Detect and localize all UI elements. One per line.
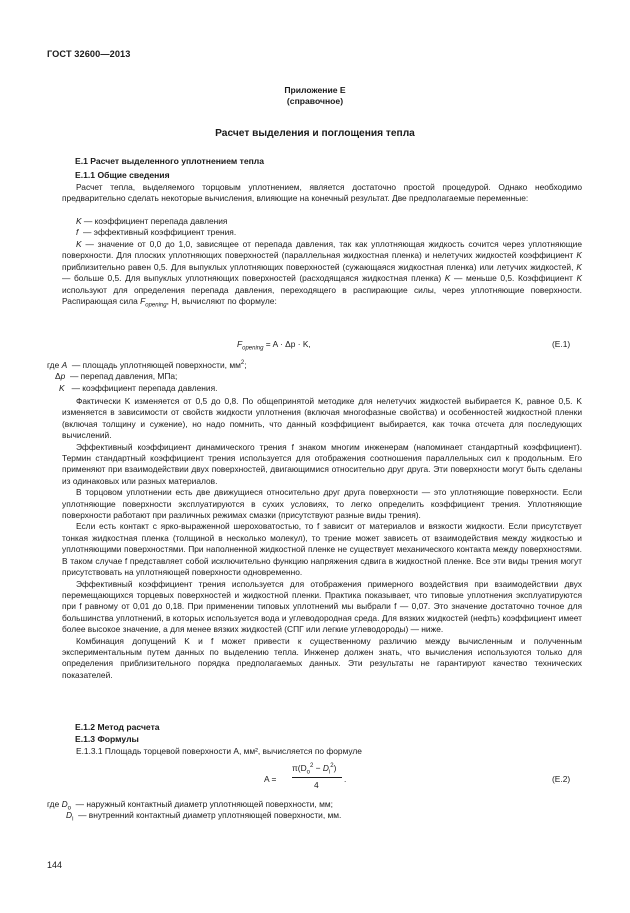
where-di-text: — внутренний контактный диаметр уплотняющей поверхности, мм. <box>78 810 342 821</box>
standard-header: ГОСТ 32600—2013 <box>47 49 131 59</box>
k-def-part4: — меньше 0,5. Коэффициент <box>453 273 573 284</box>
paragraph-friction-coefficient: Эффективный коэффициент динамического трения f знаком многим инженерам (напоминает стандартный коэффициент). Термин стандартный коэффициент трения используется для отображения соотношения параллельных сил к продольным. Его применяют при взаимодействии двух поверхностей, двигающимися относительно друг друга. Эти поверхности могут быть сделаны из одинаковых или разных материалов. <box>62 441 582 486</box>
formula-e2 <box>262 763 382 795</box>
equation-number-e1: (Е.1) <box>552 339 571 349</box>
page-title: Расчет выделения и поглощения тепла <box>215 128 415 139</box>
where-di: $D_i$ — внутренний контактный диаметр уплотняющей поверхности, мм. <box>66 810 342 824</box>
where-dp-text: — перепад давления, МПа; <box>69 371 178 382</box>
where-a-text: — площадь уплотняющей поверхности, мм <box>71 360 241 370</box>
equation-number-e2: (Е.2) <box>552 774 571 784</box>
k-def-part5: используют для определения перепада давления, переходящего в распирающие силы, через уплотняющие поверхности. Распирающая сила <box>62 284 582 307</box>
var-f: f — эффективный коэффициент трения. <box>76 227 237 238</box>
k-def-part1: — значение от 0,0 до 1,0, зависящее от перепада давления, так как уплотняющая жидкость сочится через уплотняющие поверхности. Для плоских уплотняющих поверхностей (параллельная жидкостная пленка) и нелетучих жидкостей коэффициент <box>62 239 582 261</box>
formula-e1 <box>237 339 311 350</box>
formula-e2-end: . <box>344 774 347 784</box>
annex-kind: (справочное) <box>286 96 344 106</box>
var-k: K — коэффициент перепада давления <box>76 216 228 226</box>
where-do-text: — наружный контактный диаметр уплотняющей поверхности, мм; <box>75 799 333 809</box>
k-def-part3: — больше 0,5. Для выпуклых уплотняющих поверхностей (расходящаяся жидкостная пленка) <box>62 273 442 284</box>
page-number: 144 <box>47 860 63 870</box>
body-paragraphs <box>62 396 582 681</box>
e131-paragraph <box>62 746 582 757</box>
paragraph-contact-roughness: Если есть контакт с ярко-выраженной шероховатостью, то f зависит от материалов и вязкости жидкости. Если присутствует тонкая жидкостная пленка (толщиной в несколько молекул), то трение может зависеть от взаимодействия между жидкостью и уплотняющими поверхностями. При наполненной жидкостной пленке не существует механического контакта между поверхностями. В таком случае f представляет собой исключительно функцию напряжения сдвига в жидкостной пленке. Все эти виды трения могут присутствовать на уплотняющей поверхности одновременно. <box>62 521 582 578</box>
formula-e1-lhs: F <box>237 339 243 349</box>
paragraph-effective-friction: Эффективный коэффициент трения используется для отображения примерного воздействия при взаимодействии двух перемещающихся торцевых поверхностей и жидкостной пленки. Практика показывает, что типовые уплотнения эксплуатируются при f равному от 0,01 до 0,18. При применении типовых уплотнений мы выбрали f — 0,07. Это значение достаточно точное для большинства уплотнений, в которых используется вода и углеводородная среда. Для вязких жидкостей (нефть) коэффициент имеет более высокое значение, а для менее вязких жидкостей (СПГ или легкие углеводороды) — ниже. <box>62 578 582 635</box>
e131-text: Е.1.3.1 Площадь торцевой поверхности A, мм², вычисляется по формуле <box>76 746 362 756</box>
formula-e2-denominator: 4 <box>314 780 319 790</box>
where-k-text: — коэффициент перепада давления. <box>71 382 218 393</box>
intro-text: Расчет тепла, выделяемого торцовым уплотнением, является достаточно простой процедурой. Однако необходимо предварительно сделать некоторые вычисления, влияющие на конечный результат. Две предполагаемые переменные: <box>62 182 582 204</box>
variable-list <box>62 216 582 239</box>
paragraph-assumptions: Комбинация допущений K и f может привести к существенному различию между вычисленным и полученным экспериментальным путем данных по выделению тепла. Инженер должен знать, что вычисления используются только для определения приблизительного порядка предполагаемых данных. Эти результаты не гарантируют качество технических показателей. <box>62 635 582 680</box>
where-dp: Δp — перепад давления, МПа; <box>55 371 178 382</box>
where-a: где A — площадь уплотняющей поверхности, $мм^2$; <box>47 360 247 370</box>
k-definition-text: K — значение от 0,0 до 1,0, зависящее от перепада давления, так как уплотняющая жидкость сочится через уплотняющие поверхности. Для плоских уплотняющих поверхностей (параллельная жидкостная пленка) и нелетучих жидкостей коэффициент K приблизительно равен 0,5. Для выпуклых уплотняющих поверхностей (сужающаяся жидкостная пленка) или летучих жидкостей, K — больше 0,5. Для выпуклых уплотняющих поверхностей (расходящаяся жидкостная пленка) K — меньше 0,5. Коэффициент K используют для определения перепада давления, переходящего в распирающие силы, через уплотняющие поверхности. Распирающая сила $F_{opening}$, Н, вычисляют по формуле: <box>62 239 583 309</box>
paragraph-k-range: Фактически K изменяется от 0,5 до 0,8. По общепринятой методике для нелетучих жидкостей выбирается K, равное 0,5. K изменяется в зависимости от свойств жидкости уплотнения (включая многофазные свойства) и особенностей жидкостной пленки (включая толщину и сужение), но надо помнить, что данный коэффициент выбирается, как точка отсчета для последующих вычислений. <box>62 396 582 441</box>
formula-e1-rhs: = A · Δp · K, <box>263 339 311 349</box>
section-heading-e13: Е.1.3 Формулы <box>75 734 139 744</box>
section-heading-e12: Е.1.2 Метод расчета <box>75 722 160 732</box>
fraction-bar <box>292 777 342 778</box>
formula-e1-sub: opening <box>242 345 264 352</box>
formula-e2-numerator-text: π(D <box>292 763 307 773</box>
intro-paragraph <box>62 182 582 205</box>
k-definition-paragraph <box>62 239 582 307</box>
k-def-part2: приблизительно равен 0,5. Для выпуклых уплотняющих поверхностей (сужающаяся жидкостная пленка) или летучих жидкостей, <box>62 261 574 272</box>
formula-e2-lhs: A = <box>264 774 277 784</box>
where-k: K — коэффициент перепада давления. <box>59 382 218 393</box>
k-def-part6: , Н, вычисляют по формуле: <box>166 296 277 307</box>
paragraph-seal-surfaces: В торцовом уплотнении есть две движущиеся относительно друг друга поверхности — это уплотняющие поверхности. Если уплотняющие поверхности эксплуатируются в сухих условиях, то легко определить коэффициент трения. Уплотняющие поверхности работают при различных режимах смазки (присутствуют разные виды трения). <box>62 487 582 521</box>
section-heading-e1: Е.1 Расчет выделенного уплотнением тепла <box>75 156 265 166</box>
var-f-text: — эффективный коэффициент трения. <box>82 227 237 238</box>
where-list-2 <box>47 799 341 822</box>
where-do: где $D_o$ — наружный контактный диаметр уплотняющей поверхности, мм; <box>47 799 333 812</box>
formula-e2-numerator: $\pi(D_o^2 - D_i^2)$ <box>292 763 337 776</box>
where-list-1 <box>47 360 247 394</box>
section-heading-e11: Е.1.1 Общие сведения <box>75 170 170 180</box>
var-k-text: — коэффициент перепада давления <box>83 216 228 226</box>
annex-name: Приложение Е <box>284 85 346 95</box>
